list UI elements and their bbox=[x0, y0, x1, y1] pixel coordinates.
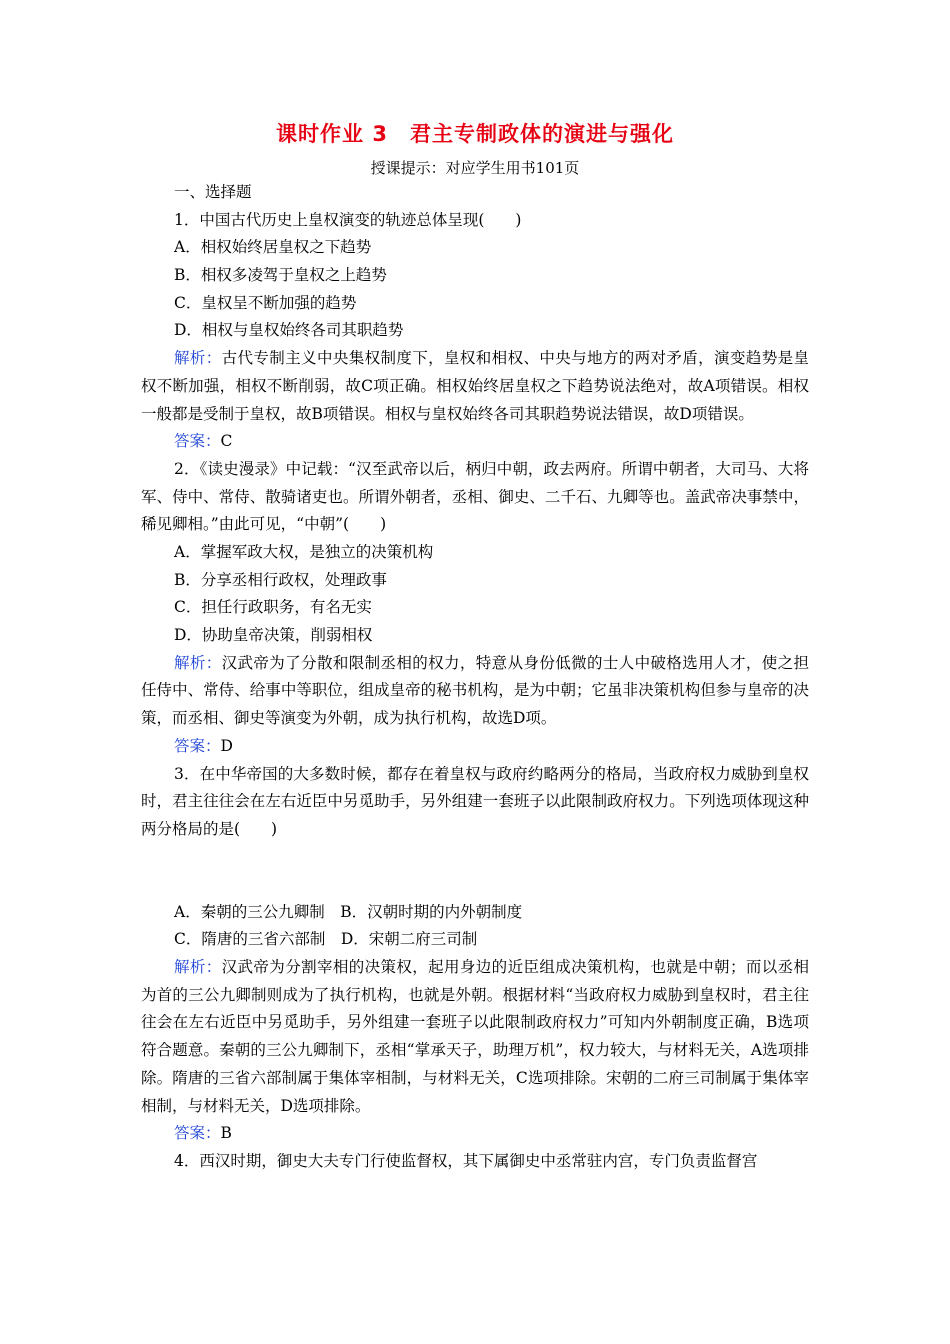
answer-label: 答案： bbox=[174, 1124, 221, 1143]
analysis-label: 解析： bbox=[174, 349, 222, 368]
option-c: C．担任行政职务，有名无实 bbox=[174, 598, 372, 617]
answer-label: 答案： bbox=[174, 432, 221, 451]
question-stem: 2．《读史漫录》中记载：“汉至武帝以后，柄归中朝，政去两府。所谓中朝者，大司马、大将军、侍中、常侍、散骑诸吏也。所谓外朝者，丞相、御史、二千石、九卿等也。盖武帝决事禁中，稀见卿相。”由此可见，“中朝”( ) bbox=[141, 459, 809, 534]
option-d: D．相权与皇权始终各司其职趋势 bbox=[174, 321, 404, 340]
option-d: D．协助皇帝决策，削弱相权 bbox=[174, 626, 373, 645]
answer-value: C bbox=[220, 432, 233, 451]
answer-value: B bbox=[220, 1124, 232, 1143]
analysis bbox=[141, 650, 809, 733]
question-stem: 1．中国古代历史上皇权演变的轨迹总体呈现( ) bbox=[174, 210, 522, 229]
question-stem: 3．在中华帝国的大多数时候，都存在着皇权与政府约略两分的格局，当政府权力威胁到皇权时，君主往往会在左右近臣中另觅助手，另外组建一套班子以此限制政府权力。下列选项体现这种两分格局的是( ) bbox=[141, 764, 809, 838]
option-b: B．相权多凌驾于皇权之上趋势 bbox=[174, 266, 387, 285]
answer bbox=[141, 733, 809, 761]
analysis-text: 古代专制主义中央集权制度下，皇权和相权、中央与地方的两对矛盾，演变趋势是皇权不断加强，相权不断削弱，故C项正确。相权始终居皇权之下趋势说法绝对，故A项错误。相权一般都是受制于皇权，故B项错误。相权与皇权始终各司其职趋势说法错误，故D项错误。 bbox=[141, 349, 809, 423]
analysis-text: 汉武帝为了分散和限制丞相的权力，特意从身份低微的士人中破格选用人才，使之担任侍中、常侍、给事中等职位，组成皇帝的秘书机构，是为中朝；它虽非决策机构但参与皇帝的决策，而丞相、御史等演变为外朝，成为执行机构，故选D项。 bbox=[141, 653, 809, 728]
option-a: A．掌握军政大权，是独立的决策机构 bbox=[174, 543, 434, 562]
option-a: A．相权始终居皇权之下趋势 bbox=[174, 238, 372, 257]
option-b: B．分享丞相行政权，处理政事 bbox=[174, 570, 387, 589]
option-row: C．隋唐的三省六部制 D．宋朝二府三司制 bbox=[174, 930, 478, 949]
page-subtitle: 授课提示：对应学生用书101页 bbox=[370, 159, 580, 177]
analysis-label: 解析： bbox=[174, 653, 222, 672]
answer-value: D bbox=[220, 736, 233, 755]
option-c: C．皇权呈不断加强的趋势 bbox=[174, 293, 357, 312]
analysis-text: 汉武帝为分割宰相的决策权，起用身边的近臣组成决策机构，也就是中朝；而以丞相为首的三公九卿制则成为了执行机构，也就是外朝。根据材料“当政府权力威胁到皇权时，君主往往会在左右近臣中另觅助手，另外组建一套班子以此限制政府权力”可知内外朝制度正确，B选项符合题意。秦朝的三公九卿制下，丞相“掌承天子，助理万机”，权力较大，与材料无关，A选项排除。隋唐的三省六部制属于集体宰相制，与材料无关，C选项排除。宋朝的二府三司制属于集体宰相制，与材料无关，D选项排除。 bbox=[141, 958, 809, 1115]
analysis bbox=[141, 345, 809, 428]
section-heading: 一、选择题 bbox=[174, 183, 252, 201]
question-stem: 4．西汉时期，御史大夫专门行使监督权，其下属御史中丞常驻内宫，专门负责监督宫 bbox=[174, 1151, 758, 1170]
analysis-label: 解析： bbox=[174, 958, 222, 977]
page-title: 课时作业 3 君主专制政体的演进与强化 bbox=[276, 122, 674, 146]
option-row: A．秦朝的三公九卿制 B．汉朝时期的内外朝制度 bbox=[174, 902, 523, 921]
analysis bbox=[141, 954, 809, 1120]
answer bbox=[141, 428, 809, 456]
blank-space bbox=[141, 844, 809, 899]
document-body bbox=[141, 179, 809, 1176]
answer bbox=[141, 1120, 809, 1148]
answer-label: 答案： bbox=[174, 736, 221, 755]
